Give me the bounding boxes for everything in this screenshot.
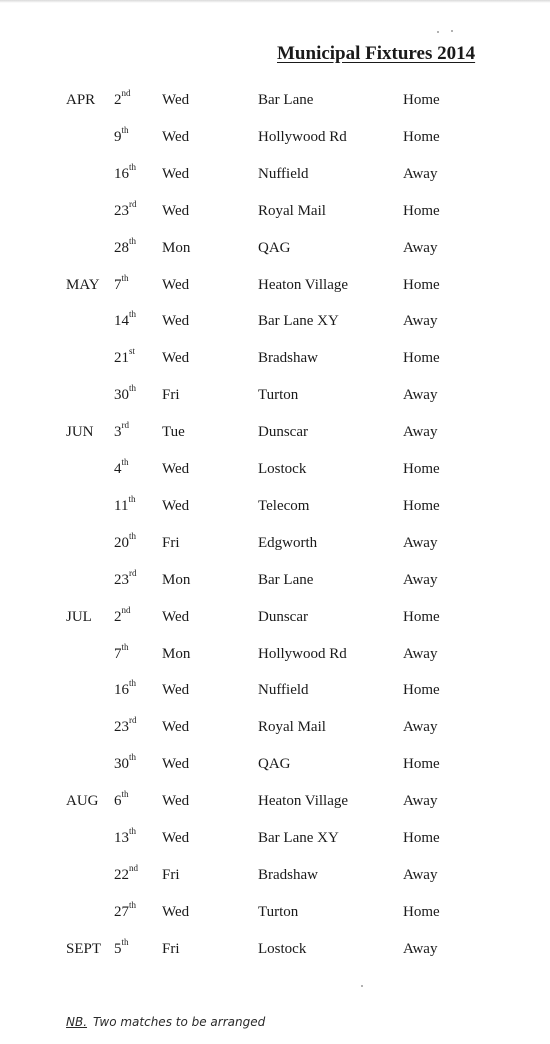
fixture-row [0, 715, 550, 743]
fixture-date [114, 383, 137, 404]
fixture-day-number: 28 [114, 240, 129, 256]
fixture-month: AUG [66, 793, 99, 809]
fixture-venue: Away [403, 535, 438, 551]
fixture-day-number: 6 [114, 793, 122, 809]
fixture-date [114, 605, 131, 626]
fixture-weekday: Tue [162, 424, 185, 440]
fixture-row [0, 309, 550, 337]
fixture-weekday: Mon [162, 240, 191, 256]
fixture-opponent: Hollywood Rd [258, 129, 347, 145]
fixture-day-number: 20 [114, 535, 129, 551]
fixture-opponent: Bar Lane XY [258, 830, 339, 846]
fixture-date [114, 678, 137, 699]
fixture-opponent: Bar Lane [258, 572, 314, 588]
fixture-day-suffix: th [121, 789, 129, 799]
fixture-date [114, 162, 137, 183]
fixture-day-number: 2 [114, 609, 122, 625]
fixture-row [0, 568, 550, 596]
fixture-row [0, 605, 550, 633]
fixture-day-suffix: th [121, 273, 129, 283]
fixture-opponent: QAG [258, 756, 291, 772]
fixture-row [0, 383, 550, 411]
fixture-row [0, 752, 550, 780]
fixture-day-number: 30 [114, 387, 129, 403]
fixture-day-number: 27 [114, 904, 129, 920]
fixture-opponent: Royal Mail [258, 203, 326, 219]
fixture-weekday: Wed [162, 461, 190, 477]
fixture-opponent: QAG [258, 240, 291, 256]
fixture-day-suffix: th [129, 162, 137, 172]
fixture-opponent: Bar Lane [258, 92, 314, 108]
fixture-day-number: 14 [114, 313, 129, 329]
fixture-day-number: 22 [114, 867, 129, 883]
fixture-date [114, 937, 129, 958]
fixture-venue: Home [403, 609, 440, 625]
fixture-weekday: Wed [162, 203, 190, 219]
fixture-day-number: 2 [114, 92, 122, 108]
fixture-opponent: Turton [258, 904, 299, 920]
fixture-day-suffix: th [129, 900, 137, 910]
fixture-day-suffix: th [121, 457, 129, 467]
fixture-venue: Away [403, 793, 438, 809]
fixture-opponent: Nuffield [258, 166, 309, 182]
fixture-day-number: 7 [114, 646, 122, 662]
fixture-date [114, 199, 137, 220]
fixture-month: JUN [66, 424, 94, 440]
fixture-day-suffix: th [129, 826, 137, 836]
fixture-venue: Home [403, 756, 440, 772]
fixture-day-number: 11 [114, 498, 129, 514]
fixture-day-number: 16 [114, 166, 129, 182]
fixture-day-number: 23 [114, 203, 129, 219]
fixture-day-suffix: th [129, 236, 137, 246]
fixture-date [114, 863, 138, 884]
fixture-opponent: Nuffield [258, 682, 309, 698]
fixture-date [114, 568, 137, 589]
fixture-venue: Away [403, 424, 438, 440]
fixture-weekday: Wed [162, 793, 190, 809]
fixture-date [114, 900, 137, 921]
fixture-opponent: Bar Lane XY [258, 313, 339, 329]
fixture-venue: Home [403, 92, 440, 108]
fixture-row [0, 937, 550, 965]
fixture-opponent: Turton [258, 387, 299, 403]
fixture-weekday: Wed [162, 129, 190, 145]
footnote [66, 1015, 265, 1029]
fixture-row [0, 789, 550, 817]
fixture-opponent: Bradshaw [258, 867, 318, 883]
fixture-date [114, 752, 137, 773]
fixture-weekday: Wed [162, 904, 190, 920]
fixture-date [114, 346, 136, 367]
fixture-row [0, 346, 550, 374]
fixture-day-suffix: rd [129, 568, 137, 578]
fixture-date [114, 420, 129, 441]
fixture-day-suffix: th [129, 752, 137, 762]
fixture-weekday: Mon [162, 646, 191, 662]
fixture-weekday: Wed [162, 313, 190, 329]
fixture-day-number: 5 [114, 941, 122, 957]
fixture-day-suffix: nd [121, 605, 131, 615]
fixture-day-suffix: th [129, 383, 137, 393]
fixture-date [114, 715, 137, 736]
fixture-day-suffix: th [129, 678, 137, 688]
fixture-row [0, 531, 550, 559]
fixture-venue: Home [403, 682, 440, 698]
fixture-date [114, 494, 136, 515]
fixture-opponent: Heaton Village [258, 793, 349, 809]
fixture-weekday: Wed [162, 756, 190, 772]
fixture-venue: Away [403, 572, 438, 588]
fixture-day-suffix: rd [129, 199, 137, 209]
fixture-venue: Away [403, 646, 438, 662]
fixture-opponent: Hollywood Rd [258, 646, 347, 662]
fixture-day-suffix: th [129, 309, 137, 319]
fixture-weekday: Wed [162, 719, 190, 735]
fixture-month: JUL [66, 609, 92, 625]
fixture-day-suffix: rd [129, 715, 137, 725]
fixture-month: SEPT [66, 941, 102, 957]
paper-speck [361, 985, 363, 987]
fixture-date [114, 273, 129, 294]
fixture-venue: Home [403, 830, 440, 846]
fixture-day-suffix: nd [121, 88, 131, 98]
fixture-weekday: Wed [162, 166, 190, 182]
fixture-day-number: 21 [114, 350, 129, 366]
fixture-opponent: Lostock [258, 941, 307, 957]
page-top-edge [0, 0, 550, 3]
fixture-date [114, 236, 137, 257]
fixture-opponent: Edgworth [258, 535, 318, 551]
fixture-venue: Home [403, 498, 440, 514]
fixture-weekday: Wed [162, 609, 190, 625]
fixture-row [0, 863, 550, 891]
footnote-prefix: NB. [66, 1015, 88, 1029]
fixture-row [0, 125, 550, 153]
fixture-row [0, 88, 550, 116]
fixture-row [0, 826, 550, 854]
fixture-date [114, 457, 129, 478]
fixture-row [0, 162, 550, 190]
fixture-venue: Away [403, 240, 438, 256]
fixture-day-suffix: th [121, 125, 129, 135]
fixture-venue: Away [403, 387, 438, 403]
fixture-day-number: 9 [114, 129, 122, 145]
fixture-venue: Home [403, 461, 440, 477]
fixture-date [114, 88, 131, 109]
fixture-weekday: Wed [162, 277, 190, 293]
paper-speck [451, 30, 453, 32]
fixture-day-suffix: rd [121, 420, 129, 430]
fixture-day-number: 7 [114, 277, 122, 293]
fixture-day-suffix: nd [129, 863, 138, 873]
fixture-row [0, 457, 550, 485]
fixture-weekday: Fri [162, 387, 180, 403]
fixture-day-number: 30 [114, 756, 129, 772]
fixture-opponent: Royal Mail [258, 719, 326, 735]
fixture-day-suffix: st [129, 346, 136, 356]
fixture-weekday: Wed [162, 830, 190, 846]
fixture-day-number: 23 [114, 719, 129, 735]
fixture-weekday: Wed [162, 498, 190, 514]
fixture-weekday: Wed [162, 682, 190, 698]
fixture-opponent: Lostock [258, 461, 307, 477]
fixture-day-number: 3 [114, 424, 122, 440]
fixture-venue: Home [403, 350, 440, 366]
fixture-month: APR [66, 92, 96, 108]
fixture-opponent: Dunscar [258, 609, 308, 625]
fixture-row [0, 900, 550, 928]
fixture-date [114, 789, 129, 810]
fixture-row [0, 420, 550, 448]
fixture-date [114, 309, 137, 330]
fixture-weekday: Mon [162, 572, 191, 588]
fixture-weekday: Wed [162, 350, 190, 366]
fixture-day-number: 16 [114, 682, 129, 698]
fixture-day-suffix: th [121, 937, 129, 947]
fixture-opponent: Telecom [258, 498, 310, 514]
fixture-weekday: Fri [162, 867, 180, 883]
fixture-row [0, 236, 550, 264]
fixture-venue: Away [403, 313, 438, 329]
footnote-text: Two matches to be arranged [93, 1015, 266, 1029]
fixture-day-suffix: th [128, 494, 136, 504]
fixture-row [0, 494, 550, 522]
fixture-day-suffix: th [129, 531, 137, 541]
fixture-date [114, 125, 129, 146]
fixture-venue: Away [403, 719, 438, 735]
fixture-row [0, 273, 550, 301]
fixture-row [0, 678, 550, 706]
fixture-date [114, 642, 129, 663]
fixture-day-number: 4 [114, 461, 122, 477]
fixture-venue: Home [403, 203, 440, 219]
fixture-weekday: Fri [162, 535, 180, 551]
fixture-day-suffix: th [121, 642, 129, 652]
fixture-opponent: Dunscar [258, 424, 308, 440]
fixture-day-number: 23 [114, 572, 129, 588]
fixture-opponent: Bradshaw [258, 350, 318, 366]
fixture-row [0, 642, 550, 670]
fixture-opponent: Heaton Village [258, 277, 349, 293]
paper-speck [437, 31, 439, 33]
fixture-venue: Home [403, 277, 440, 293]
fixture-weekday: Fri [162, 941, 180, 957]
fixture-weekday: Wed [162, 92, 190, 108]
fixture-venue: Away [403, 941, 438, 957]
fixture-row [0, 199, 550, 227]
fixture-venue: Away [403, 166, 438, 182]
fixture-date [114, 826, 137, 847]
fixture-day-number: 13 [114, 830, 129, 846]
fixture-venue: Away [403, 867, 438, 883]
page-title: Municipal Fixtures 2014 [277, 43, 476, 64]
fixture-date [114, 531, 137, 552]
fixture-venue: Home [403, 904, 440, 920]
fixture-venue: Home [403, 129, 440, 145]
fixture-month: MAY [66, 277, 100, 293]
